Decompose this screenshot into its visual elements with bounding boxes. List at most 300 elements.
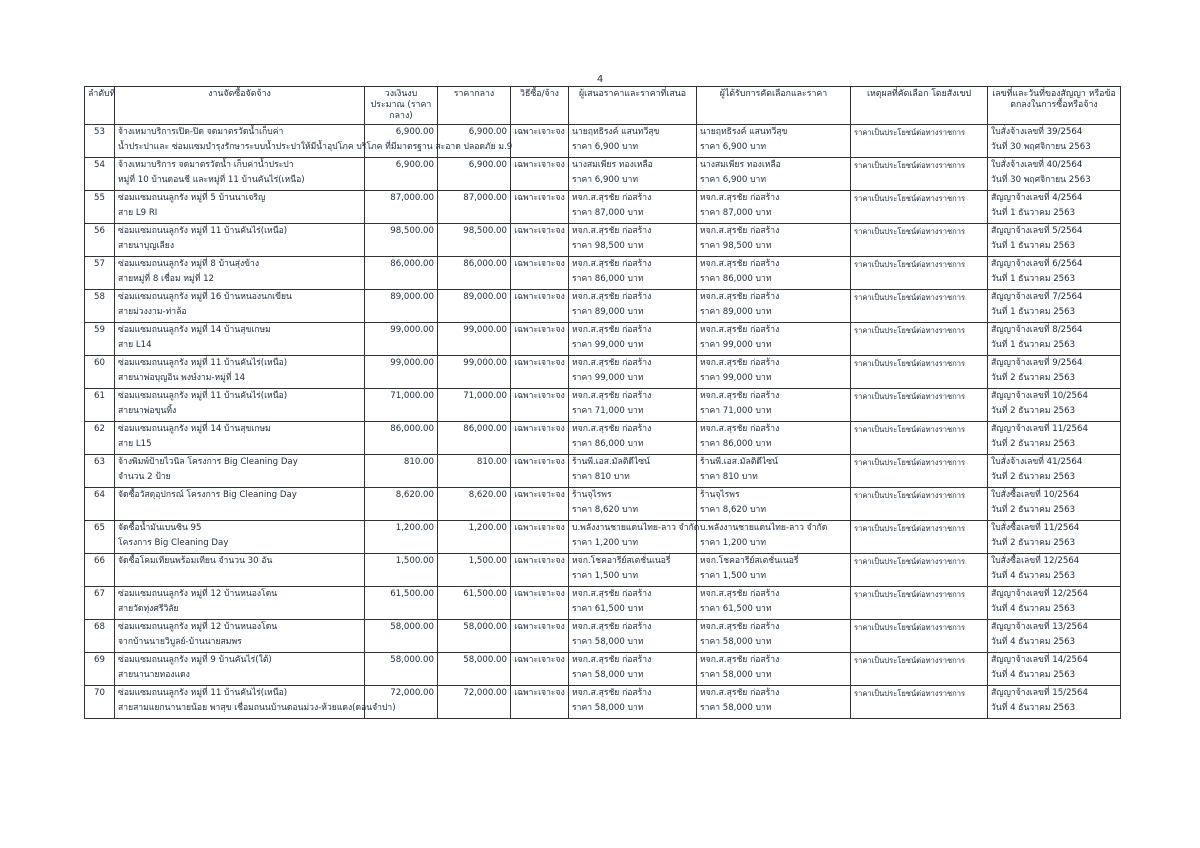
row-item — [115, 356, 365, 389]
row-contract — [988, 587, 1121, 620]
winner-price: ราคา 61,500 บาท — [700, 604, 772, 614]
row-reason: ราคาเป็นประโยชน์ต่อทางราชการ — [851, 554, 988, 587]
bidder-price: ราคา 87,000 บาท — [572, 208, 644, 218]
winner-price: ราคา 1,200 บาท — [700, 538, 767, 548]
item-line-1: จัดซื้อโคมเทียนพร้อมเทียน จำนวน 30 อัน — [118, 556, 273, 566]
item-line-1: ซ่อมแซมถนนลูกรัง หมู่ที่ 9 บ้านคันไร่(ใต้) — [118, 655, 272, 665]
row-method: เฉพาะเจาะจง — [511, 587, 569, 620]
row-budget: 71,000.00 — [365, 389, 438, 422]
winner-name: หจก.ส.สุรชัย ก่อสร้าง — [700, 226, 780, 236]
item-line-1: จัดซื้อวัสดุอุปกรณ์ โครงการ Big Cleaning Day — [118, 490, 297, 500]
bidder-price: ราคา 98,500 บาท — [572, 241, 644, 251]
row-reason: ราคาเป็นประโยชน์ต่อทางราชการ — [851, 488, 988, 521]
row-winner — [697, 224, 851, 257]
row-seq: 54 — [85, 158, 115, 191]
winner-name: นายฤทธิรงค์ แสนทวีสุข — [700, 127, 788, 137]
row-seq: 64 — [85, 488, 115, 521]
item-line-1: จัดซื้อน้ำมันเบนซิน 95 — [118, 523, 202, 533]
row-contract — [988, 488, 1121, 521]
item-line-2: สายม่วงงาม-ท่าล้อ — [118, 307, 187, 317]
item-line-1: ซ่อมแซมถนนลูกรัง หมู่ที่ 12 บ้านหนองโดน — [118, 589, 278, 599]
contract-date: วันที่ 1 ธันวาคม 2563 — [991, 274, 1076, 284]
winner-price: ราคา 58,000 บาท — [700, 703, 772, 713]
contract-number: ใบสั่งซื้อเลขที่ 11/2564 — [991, 523, 1080, 533]
bidder-name: หจก.ส.สุรชัย ก่อสร้าง — [572, 193, 652, 203]
row-winner — [697, 356, 851, 389]
winner-price: ราคา 1,500 บาท — [700, 571, 767, 581]
row-budget: 99,000.00 — [365, 323, 438, 356]
item-line-2: โครงการ Big Cleaning Day — [118, 538, 229, 548]
row-method: เฉพาะเจาะจง — [511, 554, 569, 587]
item-line-2: สายวัดทุ่งศรีวิลัย — [118, 604, 179, 614]
bidder-price: ราคา 6,900 บาท — [572, 142, 639, 152]
row-seq: 66 — [85, 554, 115, 587]
header-reason: เหตุผลที่คัดเลือก โดยสังเขป — [851, 87, 988, 125]
row-contract — [988, 554, 1121, 587]
row-bidder — [569, 521, 700, 554]
row-bidder — [569, 323, 697, 356]
contract-date: วันที่ 30 พฤศจิกายน 2563 — [991, 142, 1091, 152]
row-method: เฉพาะเจาะจง — [511, 125, 569, 158]
row-method: เฉพาะเจาะจง — [511, 653, 569, 686]
row-median: 99,000.00 — [438, 323, 511, 356]
row-budget: 6,900.00 — [365, 125, 438, 158]
row-item — [115, 257, 365, 290]
row-reason: ราคาเป็นประโยชน์ต่อทางราชการ — [851, 323, 988, 356]
row-method: เฉพาะเจาะจง — [511, 224, 569, 257]
row-seq: 63 — [85, 455, 115, 488]
bidder-name: หจก.ส.สุรชัย ก่อสร้าง — [572, 226, 652, 236]
item-line-2: สาย L9 RI — [118, 208, 158, 218]
contract-date: วันที่ 1 ธันวาคม 2563 — [991, 208, 1076, 218]
item-line-1: ซ่อมแซมถนนลูกรัง หมู่ที่ 14 บ้านสุขเกษม — [118, 325, 271, 335]
header-contract: เลขที่และวันที่ของสัญญา หรือข้อตกลงในการซื้อหรือจ้าง — [988, 87, 1121, 125]
winner-name: นางสมเพียร ทองเหลือ — [700, 160, 781, 170]
row-budget: 1,500.00 — [365, 554, 438, 587]
item-line-2: สายนานายทองแดง — [118, 670, 190, 680]
bidder-name: หจก.ส.สุรชัย ก่อสร้าง — [572, 391, 652, 401]
row-seq: 61 — [85, 389, 115, 422]
row-item — [115, 323, 365, 356]
header-method: วิธีซื้อ/จ้าง — [511, 87, 569, 125]
row-winner — [697, 290, 851, 323]
row-winner — [697, 620, 851, 653]
contract-date: วันที่ 1 ธันวาคม 2563 — [991, 241, 1076, 251]
row-item — [115, 554, 365, 587]
contract-number: ใบสั่งจ้างเลขที่ 40/2564 — [991, 160, 1083, 170]
table-row — [85, 488, 1121, 521]
row-median: 58,000.00 — [438, 620, 511, 653]
row-budget: 86,000.00 — [365, 422, 438, 455]
row-method: เฉพาะเจาะจง — [511, 158, 569, 191]
table-body — [85, 125, 1121, 719]
row-item — [115, 455, 365, 488]
row-median: 58,000.00 — [438, 653, 511, 686]
item-line-1: ซ่อมแซมถนนลูกรัง หมู่ที่ 16 บ้านหนองนกเขียน — [118, 292, 292, 302]
table-row — [85, 323, 1121, 356]
row-winner — [697, 653, 851, 686]
row-budget: 810.00 — [365, 455, 438, 488]
contract-date: วันที่ 2 ธันวาคม 2563 — [991, 439, 1076, 449]
table-row — [85, 686, 1121, 719]
header-median: ราคากลาง — [438, 87, 511, 125]
row-contract — [988, 290, 1121, 323]
row-bidder — [569, 356, 697, 389]
row-contract — [988, 455, 1121, 488]
table-row — [85, 554, 1121, 587]
row-bidder — [569, 290, 697, 323]
table-row — [85, 653, 1121, 686]
row-contract — [988, 653, 1121, 686]
winner-name: หจก.ส.สุรชัย ก่อสร้าง — [700, 391, 780, 401]
row-winner — [697, 257, 851, 290]
row-winner — [697, 422, 851, 455]
winner-price: ราคา 99,000 บาท — [700, 340, 772, 350]
winner-price: ราคา 86,000 บาท — [700, 439, 772, 449]
bidder-price: ราคา 89,000 บาท — [572, 307, 644, 317]
row-method: เฉพาะเจาะจง — [511, 686, 569, 719]
bidder-price: ราคา 58,000 บาท — [572, 670, 644, 680]
row-item — [115, 620, 365, 653]
winner-price: ราคา 58,000 บาท — [700, 637, 772, 647]
winner-price: ราคา 71,000 บาท — [700, 406, 772, 416]
table-row — [85, 257, 1121, 290]
contract-number: ใบสั่งจ้างเลขที่ 41/2564 — [991, 457, 1083, 467]
row-bidder — [569, 554, 697, 587]
item-line-1: ซ่อมแซมถนนลูกรัง หมู่ที่ 11 บ้านคันไร่(เหนือ) — [118, 226, 288, 236]
row-bidder — [569, 587, 697, 620]
row-median: 87,000.00 — [438, 191, 511, 224]
bidder-name: หจก.ส.สุรชัย ก่อสร้าง — [572, 622, 652, 632]
contract-date: วันที่ 4 ธันวาคม 2563 — [991, 703, 1076, 713]
row-median: 810.00 — [438, 455, 511, 488]
contract-number: สัญญาจ้างเลขที่ 5/2564 — [991, 226, 1083, 236]
item-line-1: ซ่อมแซมถนนลูกรัง หมู่ที่ 12 บ้านหนองโดน — [118, 622, 278, 632]
row-winner — [697, 554, 851, 587]
contract-date: วันที่ 4 ธันวาคม 2563 — [991, 604, 1076, 614]
row-item — [115, 488, 365, 521]
table-row — [85, 521, 1121, 554]
row-reason: ราคาเป็นประโยชน์ต่อทางราชการ — [851, 620, 988, 653]
row-contract — [988, 521, 1121, 554]
row-budget: 98,500.00 — [365, 224, 438, 257]
row-median: 72,000.00 — [438, 686, 511, 719]
row-method: เฉพาะเจาะจง — [511, 488, 569, 521]
row-item — [115, 290, 365, 323]
row-median: 71,000.00 — [438, 389, 511, 422]
contract-date: วันที่ 1 ธันวาคม 2563 — [991, 340, 1076, 350]
bidder-price: ราคา 1,200 บาท — [572, 538, 639, 548]
item-line-1: จ้างเหมาบริการเปิด-ปิด จดมาตรวัดน้ำเก็บค่า — [118, 127, 284, 137]
table-row — [85, 455, 1121, 488]
row-winner — [697, 323, 851, 356]
row-winner — [697, 488, 851, 521]
row-winner — [697, 686, 851, 719]
item-line-1: ซ่อมแซมถนนลูกรัง หมู่ที่ 11 บ้านคันไร่(เหนือ) — [118, 358, 288, 368]
row-bidder — [569, 686, 697, 719]
row-seq: 65 — [85, 521, 115, 554]
row-bidder — [569, 257, 697, 290]
row-item — [115, 191, 365, 224]
bidder-price: ราคา 61,500 บาท — [572, 604, 644, 614]
row-budget: 58,000.00 — [365, 620, 438, 653]
row-budget: 6,900.00 — [365, 158, 438, 191]
bidder-price: ราคา 8,620 บาท — [572, 505, 639, 515]
contract-number: สัญญาจ้างเลขที่ 6/2564 — [991, 259, 1083, 269]
row-bidder — [569, 224, 697, 257]
table-row — [85, 125, 1121, 158]
row-method: เฉพาะเจาะจง — [511, 521, 569, 554]
winner-name: หจก.ส.สุรชัย ก่อสร้าง — [700, 358, 780, 368]
row-method: เฉพาะเจาะจง — [511, 323, 569, 356]
row-bidder — [569, 125, 697, 158]
row-winner — [697, 587, 851, 620]
winner-price: ราคา 58,000 บาท — [700, 670, 772, 680]
row-seq: 67 — [85, 587, 115, 620]
row-item — [115, 653, 365, 686]
item-line-1: ซ่อมแซมถนนลูกรัง หมู่ที่ 5 บ้านนาเจริญ — [118, 193, 266, 203]
row-winner — [697, 191, 851, 224]
item-line-1: จ้างเหมาบริการ จดมาตรวัดน้ำ เก็บค่าน้ำประปา — [118, 160, 294, 170]
row-method: เฉพาะเจาะจง — [511, 290, 569, 323]
bidder-price: ราคา 58,000 บาท — [572, 703, 644, 713]
row-method: เฉพาะเจาะจง — [511, 356, 569, 389]
row-contract — [988, 257, 1121, 290]
row-item — [115, 587, 365, 620]
row-bidder — [569, 488, 697, 521]
bidder-price: ราคา 86,000 บาท — [572, 274, 644, 284]
row-seq: 56 — [85, 224, 115, 257]
header-item: งานจัดซื้อจัดจ้าง — [115, 87, 365, 125]
row-reason: ราคาเป็นประโยชน์ต่อทางราชการ — [851, 587, 988, 620]
row-median: 1,200.00 — [438, 521, 511, 554]
bidder-price: ราคา 99,000 บาท — [572, 373, 644, 383]
row-method: เฉพาะเจาะจง — [511, 620, 569, 653]
bidder-price: ราคา 71,000 บาท — [572, 406, 644, 416]
item-line-2: สายนาพ่อขุนทิ้ง — [118, 406, 177, 416]
row-winner — [697, 455, 851, 488]
row-reason: ราคาเป็นประโยชน์ต่อทางราชการ — [851, 290, 988, 323]
row-budget: 58,000.00 — [365, 653, 438, 686]
bidder-name: ร้านพี.เอส.มัลติดีไซน์ — [572, 457, 650, 467]
item-line-2: สาย L14 — [118, 340, 152, 350]
row-item — [115, 389, 365, 422]
winner-name: ร้านพี.เอส.มัลติดีไซน์ — [700, 457, 778, 467]
row-median: 6,900.00 — [438, 125, 511, 158]
table-row — [85, 422, 1121, 455]
item-line-2: จากบ้านนายวิบูลย์-บ้านนายสมพร — [118, 637, 242, 647]
bidder-name: หจก.โชคอารีย์สเตชั่นเนอรี่ — [572, 556, 671, 566]
row-item — [115, 686, 396, 719]
winner-name: หจก.ส.สุรชัย ก่อสร้าง — [700, 622, 780, 632]
row-reason: ราคาเป็นประโยชน์ต่อทางราชการ — [851, 356, 988, 389]
contract-number: สัญญาจ้างเลขที่ 4/2564 — [991, 193, 1083, 203]
row-reason: ราคาเป็นประโยชน์ต่อทางราชการ — [851, 224, 988, 257]
winner-name: บ.พลังงานชายแดนไทย-ลาว จำกัด — [700, 523, 828, 533]
item-line-1: ซ่อมแซมถนนลูกรัง หมู่ที่ 11 บ้านคันไร่(เหนือ) — [118, 391, 288, 401]
bidder-name: นางสมเพียร ทองเหลือ — [572, 160, 653, 170]
contract-date: วันที่ 4 ธันวาคม 2563 — [991, 571, 1076, 581]
row-reason: ราคาเป็นประโยชน์ต่อทางราชการ — [851, 125, 988, 158]
row-item — [115, 158, 365, 191]
item-line-2: น้ำประปาและ ซ่อมแซมบำรุงรักษาระบบน้ำประปาให้มีน้ำอุปโภค บริโภค ที่มีมาตรฐาน สะอาด ปลอดภัย ม.9 — [118, 142, 513, 152]
contract-date: วันที่ 4 ธันวาคม 2563 — [991, 637, 1076, 647]
row-contract — [988, 125, 1121, 158]
bidder-name: หจก.ส.สุรชัย ก่อสร้าง — [572, 424, 652, 434]
row-median: 61,500.00 — [438, 587, 511, 620]
row-method: เฉพาะเจาะจง — [511, 455, 569, 488]
contract-date: วันที่ 1 ธันวาคม 2563 — [991, 307, 1076, 317]
row-budget: 99,000.00 — [365, 356, 438, 389]
winner-price: ราคา 87,000 บาท — [700, 208, 772, 218]
winner-name: หจก.ส.สุรชัย ก่อสร้าง — [700, 325, 780, 335]
winner-name: หจก.ส.สุรชัย ก่อสร้าง — [700, 688, 780, 698]
row-seq: 68 — [85, 620, 115, 653]
contract-date: วันที่ 2 ธันวาคม 2563 — [991, 472, 1076, 482]
winner-price: ราคา 98,500 บาท — [700, 241, 772, 251]
item-line-2: สาย L15 — [118, 439, 152, 449]
row-contract — [988, 389, 1121, 422]
contract-number: สัญญาจ้างเลขที่ 13/2564 — [991, 622, 1088, 632]
row-reason: ราคาเป็นประโยชน์ต่อทางราชการ — [851, 455, 988, 488]
row-reason: ราคาเป็นประโยชน์ต่อทางราชการ — [851, 389, 988, 422]
row-seq: 59 — [85, 323, 115, 356]
row-winner — [697, 158, 851, 191]
row-budget: 1,200.00 — [365, 521, 438, 554]
row-bidder — [569, 389, 697, 422]
row-median: 89,000.00 — [438, 290, 511, 323]
bidder-price: ราคา 6,900 บาท — [572, 175, 639, 185]
header-budget: วงเงินงบประมาณ (ราคากลาง) — [365, 87, 438, 125]
table-row — [85, 290, 1121, 323]
row-bidder — [569, 422, 697, 455]
contract-number: สัญญาจ้างเลขที่ 14/2564 — [991, 655, 1088, 665]
row-bidder — [569, 653, 697, 686]
row-bidder — [569, 620, 697, 653]
procurement-table — [84, 86, 1121, 719]
contract-number: ใบสั่งซื้อเลขที่ 12/2564 — [991, 556, 1080, 566]
item-line-2: สายสามแยกนานายน้อย พาสุข เชื่อมถนนบ้านดอนม่วง-ห้วยแดง(ดอนจำปา) — [118, 703, 396, 713]
winner-name: หจก.ส.สุรชัย ก่อสร้าง — [700, 292, 780, 302]
row-reason: ราคาเป็นประโยชน์ต่อทางราชการ — [851, 521, 988, 554]
row-winner — [697, 125, 851, 158]
item-line-2: สายหมู่ที่ 8 เชื่อม หมู่ที่ 12 — [118, 274, 215, 284]
contract-number: สัญญาจ้างเลขที่ 11/2564 — [991, 424, 1088, 434]
bidder-name: หจก.ส.สุรชัย ก่อสร้าง — [572, 688, 652, 698]
table-row — [85, 158, 1121, 191]
bidder-price: ราคา 86,000 บาท — [572, 439, 644, 449]
table-row — [85, 587, 1121, 620]
row-seq: 58 — [85, 290, 115, 323]
row-seq: 53 — [85, 125, 115, 158]
row-reason: ราคาเป็นประโยชน์ต่อทางราชการ — [851, 653, 988, 686]
winner-name: หจก.ส.สุรชัย ก่อสร้าง — [700, 424, 780, 434]
row-method: เฉพาะเจาะจง — [511, 257, 569, 290]
row-seq: 60 — [85, 356, 115, 389]
winner-price: ราคา 6,900 บาท — [700, 175, 767, 185]
row-budget: 72,000.00 — [365, 686, 438, 719]
row-budget: 87,000.00 — [365, 191, 438, 224]
row-method: เฉพาะเจาะจง — [511, 389, 569, 422]
row-seq: 69 — [85, 653, 115, 686]
bidder-name: หจก.ส.สุรชัย ก่อสร้าง — [572, 259, 652, 269]
contract-number: สัญญาจ้างเลขที่ 15/2564 — [991, 688, 1088, 698]
row-method: เฉพาะเจาะจง — [511, 191, 569, 224]
bidder-name: บ.พลังงานชายแดนไทย-ลาว จำกัด — [572, 523, 700, 533]
winner-name: ร้านจุไรพร — [700, 490, 740, 500]
contract-date: วันที่ 2 ธันวาคม 2563 — [991, 373, 1076, 383]
bidder-price: ราคา 58,000 บาท — [572, 637, 644, 647]
winner-price: ราคา 6,900 บาท — [700, 142, 767, 152]
row-budget: 8,620.00 — [365, 488, 438, 521]
winner-price: ราคา 86,000 บาท — [700, 274, 772, 284]
page-number: 4 — [596, 74, 604, 85]
winner-price: ราคา 89,000 บาท — [700, 307, 772, 317]
item-line-1: ซ่อมแซมถนนลูกรัง หมู่ที่ 14 บ้านสุขเกษม — [118, 424, 271, 434]
winner-price: ราคา 810 บาท — [700, 472, 758, 482]
contract-date: วันที่ 2 ธันวาคม 2563 — [991, 538, 1076, 548]
item-line-1: จ้างพิมพ์ป้ายไวนิล โครงการ Big Cleaning Day — [118, 457, 298, 467]
row-median: 6,900.00 — [438, 158, 511, 191]
winner-name: หจก.ส.สุรชัย ก่อสร้าง — [700, 589, 780, 599]
row-reason: ราคาเป็นประโยชน์ต่อทางราชการ — [851, 257, 988, 290]
bidder-price: ราคา 1,500 บาท — [572, 571, 639, 581]
row-budget: 86,000.00 — [365, 257, 438, 290]
winner-name: หจก.ส.สุรชัย ก่อสร้าง — [700, 655, 780, 665]
winner-price: ราคา 8,620 บาท — [700, 505, 767, 515]
contract-number: ใบสั่งจ้างเลขที่ 39/2564 — [991, 127, 1083, 137]
row-budget: 61,500.00 — [365, 587, 438, 620]
bidder-name: หจก.ส.สุรชัย ก่อสร้าง — [572, 358, 652, 368]
row-reason: ราคาเป็นประโยชน์ต่อทางราชการ — [851, 158, 988, 191]
row-median: 98,500.00 — [438, 224, 511, 257]
table-header — [85, 87, 1121, 125]
row-median: 86,000.00 — [438, 422, 511, 455]
bidder-name: หจก.ส.สุรชัย ก่อสร้าง — [572, 292, 652, 302]
winner-price: ราคา 99,000 บาท — [700, 373, 772, 383]
row-reason: ราคาเป็นประโยชน์ต่อทางราชการ — [851, 686, 988, 719]
contract-number: ใบสั่งซื้อเลขที่ 10/2564 — [991, 490, 1080, 500]
contract-date: วันที่ 30 พฤศจิกายน 2563 — [991, 175, 1091, 185]
contract-number: สัญญาจ้างเลขที่ 9/2564 — [991, 358, 1083, 368]
row-item — [115, 224, 365, 257]
row-bidder — [569, 191, 697, 224]
item-line-2: หมู่ที่ 10 บ้านดอนชี และหมู่ที่ 11 บ้านคันไร่(เหนือ) — [118, 175, 305, 185]
item-line-2: สายนาบุญเลียง — [118, 241, 175, 251]
row-median: 8,620.00 — [438, 488, 511, 521]
row-contract — [988, 686, 1121, 719]
row-method: เฉพาะเจาะจง — [511, 422, 569, 455]
row-reason: ราคาเป็นประโยชน์ต่อทางราชการ — [851, 191, 988, 224]
row-item — [115, 422, 365, 455]
bidder-name: ร้านจุไรพร — [572, 490, 612, 500]
contract-number: สัญญาจ้างเลขที่ 10/2564 — [991, 391, 1088, 401]
bidder-name: นายฤทธิรงค์ แสนทวีสุข — [572, 127, 660, 137]
header-bidders: ผู้เสนอราคาและราคาที่เสนอ — [569, 87, 697, 125]
winner-name: หจก.โชคอารีย์สเตชั่นเนอรี่ — [700, 556, 799, 566]
row-item — [115, 521, 365, 554]
header-winner: ผู้ได้รับการคัดเลือกและราคา — [697, 87, 851, 125]
contract-date: วันที่ 2 ธันวาคม 2563 — [991, 406, 1076, 416]
contract-number: สัญญาจ้างเลขที่ 12/2564 — [991, 589, 1088, 599]
winner-name: หจก.ส.สุรชัย ก่อสร้าง — [700, 259, 780, 269]
table-row — [85, 620, 1121, 653]
row-contract — [988, 224, 1121, 257]
row-median: 99,000.00 — [438, 356, 511, 389]
row-contract — [988, 620, 1121, 653]
item-line-2: จำนวน 2 ป้าย — [118, 472, 171, 482]
bidder-name: หจก.ส.สุรชัย ก่อสร้าง — [572, 325, 652, 335]
